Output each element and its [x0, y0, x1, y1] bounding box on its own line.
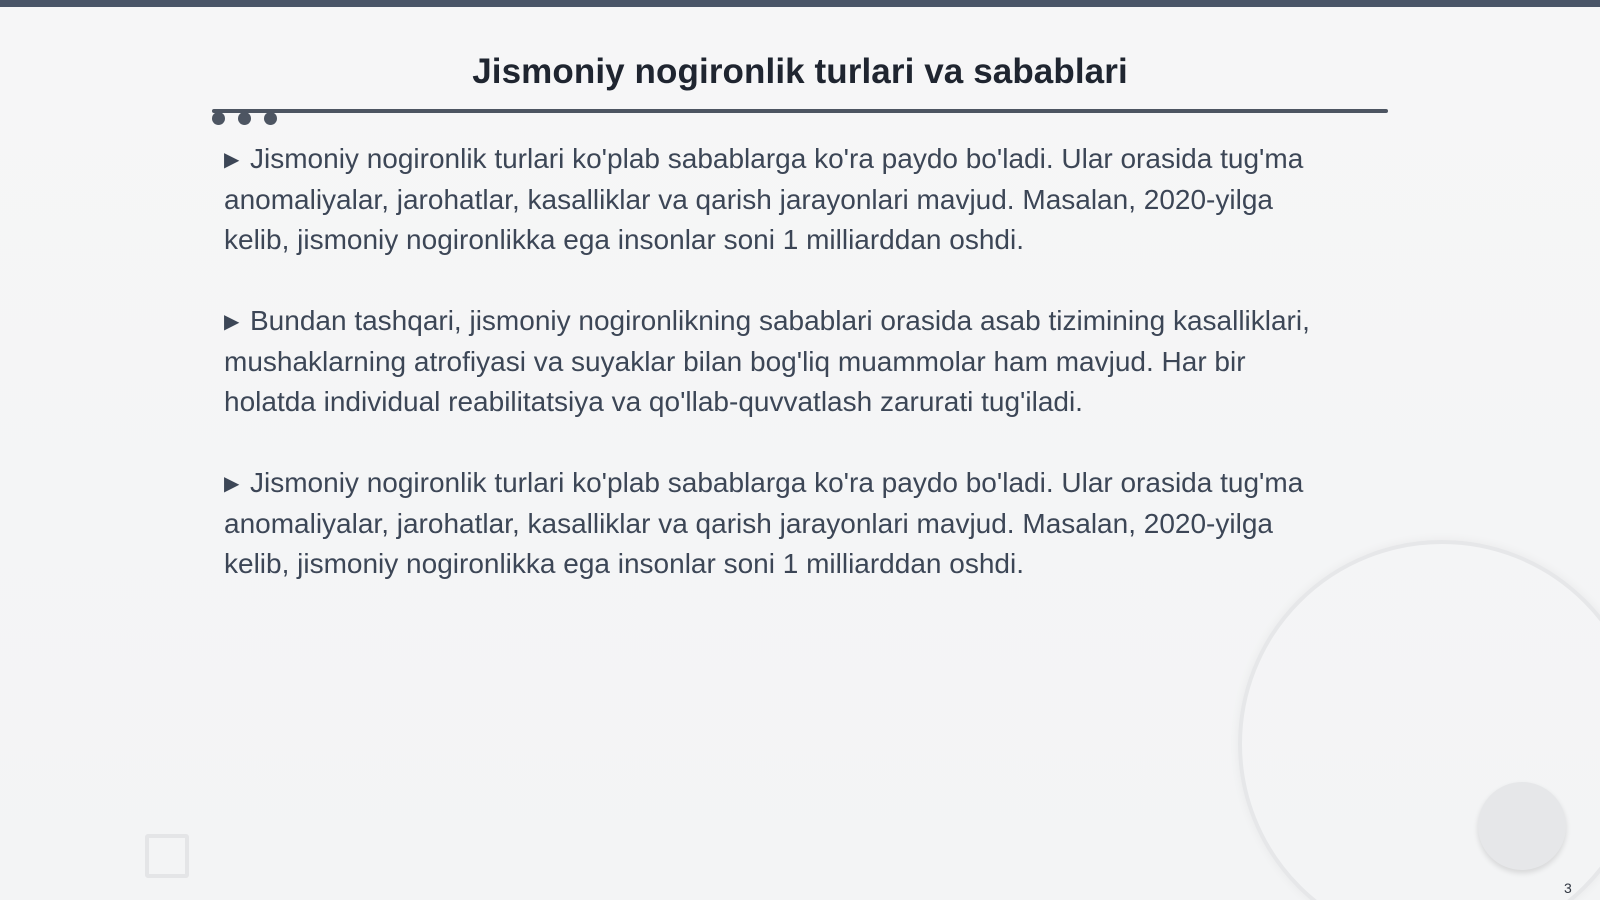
page-number: 3 [1564, 880, 1572, 896]
title-dots [212, 112, 277, 125]
bullet-paragraph [224, 301, 1344, 422]
decor-dot [212, 112, 225, 125]
slide-title: Jismoniy nogironlik turlari va sabablari [472, 52, 1128, 91]
decor-dot [238, 112, 251, 125]
bullet-paragraph [224, 463, 1344, 584]
decor-circle-small [1478, 782, 1566, 870]
bullet-text: Jismoniy nogironlik turlari ko'plab sabablarga ko'ra paydo bo'ladi. Ular orasida tug'ma anomaliyalar, jarohatlar, kasalliklar va qarish jarayonlari mavjud. Masalan, 2020-yilga kelib, jismoniy nogironlikka ega insonlar soni 1 milliarddan oshdi. [224, 467, 1304, 579]
triangle-bullet-icon: ▶ [224, 473, 240, 495]
slide-content [224, 139, 1344, 625]
bullet-text: Jismoniy nogironlik turlari ko'plab sabablarga ko'ra paydo bo'ladi. Ular orasida tug'ma anomaliyalar, jarohatlar, kasalliklar va qarish jarayonlari mavjud. Masalan, 2020-yilga kelib, jismoniy nogironlikka ega insonlar soni 1 milliarddan oshdi. [224, 143, 1304, 255]
bullet-paragraph [224, 139, 1344, 260]
bullet-text: Bundan tashqari, jismoniy nogironlikning sabablari orasida asab tizimining kasalliklari, mushaklarning atrofiyasi va suyaklar bilan bog'liq muammolar ham mavjud. Har bir holatda individual reabilitatsiya va qo'llab-quvvatlash zarurati tug'iladi. [224, 305, 1310, 417]
decor-square [145, 834, 189, 878]
top-bar [0, 0, 1600, 7]
triangle-bullet-icon: ▶ [224, 149, 240, 171]
decor-dot [264, 112, 277, 125]
triangle-bullet-icon: ▶ [224, 311, 240, 333]
title-underline [212, 109, 1388, 113]
